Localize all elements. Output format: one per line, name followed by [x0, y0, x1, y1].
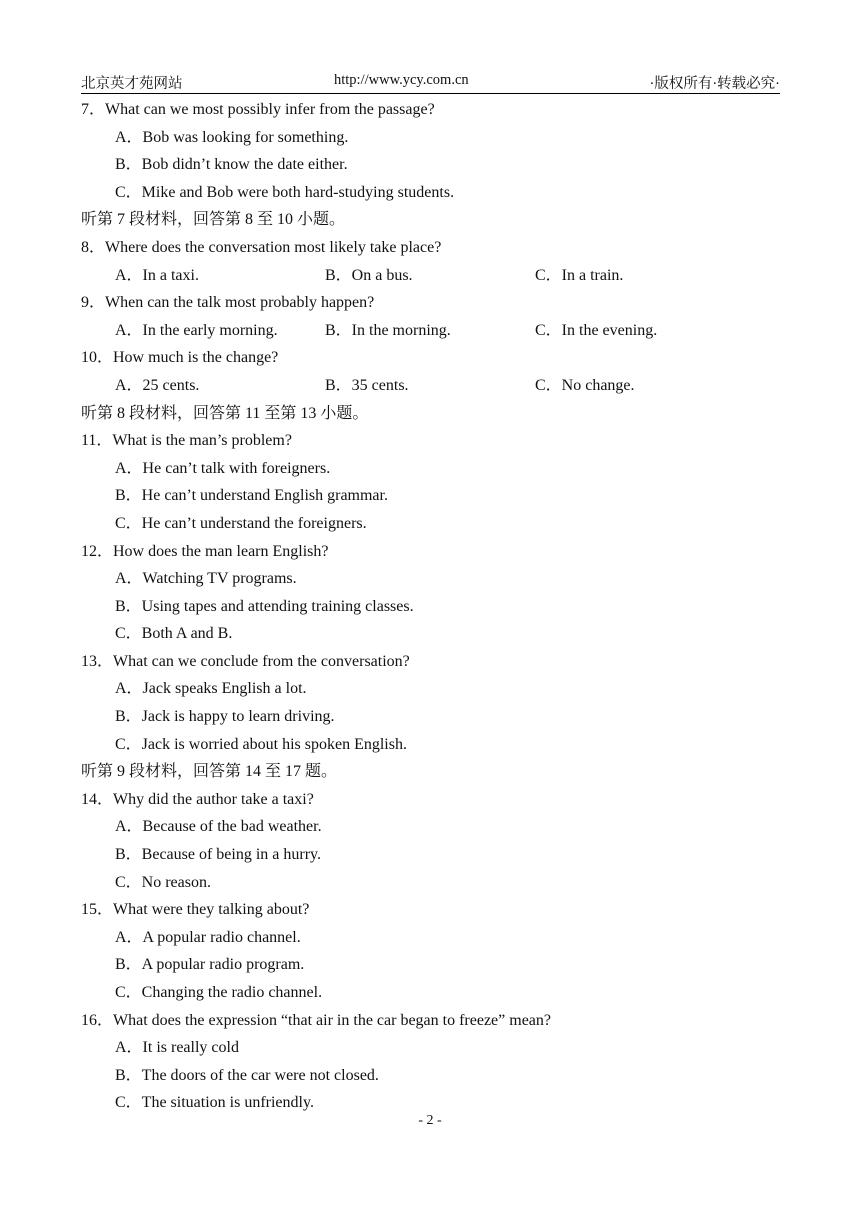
q10-option-c: C．No change.: [535, 376, 635, 394]
q7-option-a: A．Bob was looking for something.: [115, 128, 349, 146]
q7-option-b: B．Bob didn’t know the date either.: [115, 156, 348, 174]
q10-option-b: B．35 cents.: [325, 376, 409, 394]
q13-option-c: C．Jack is worried about his spoken English.: [115, 735, 407, 753]
q8-options: [81, 262, 781, 290]
question-16: 16．What does the expression “that air in the car began to freeze” mean?: [81, 1011, 552, 1029]
q13-option-a: A．Jack speaks English a lot.: [115, 680, 307, 698]
site-name: 北京英才苑网站: [81, 76, 183, 92]
q7-option-c: C．Mike and Bob were both hard-studying students.: [115, 183, 455, 201]
q12-option-b: B．Using tapes and attending training classes.: [115, 597, 414, 615]
exam-content: [81, 96, 781, 1117]
question-10: 10．How much is the change?: [81, 349, 279, 367]
q8-option-a: A．In a taxi.: [115, 266, 199, 284]
question-12: 12．How does the man learn English?: [81, 542, 329, 560]
section-heading-7: 听第 7 段材料，回答第 8 至 10 小题。: [81, 211, 346, 229]
q16-option-b: B．The doors of the car were not closed.: [115, 1066, 379, 1084]
page-number: - 2 -: [418, 1113, 442, 1128]
q13-option-b: B．Jack is happy to learn driving.: [115, 708, 335, 726]
q9-option-a: A．In the early morning.: [115, 321, 278, 339]
question-14: 14．Why did the author take a taxi?: [81, 790, 314, 808]
q15-option-a: A．A popular radio channel.: [115, 928, 301, 946]
q11-option-a: A．He can’t talk with foreigners.: [115, 459, 331, 477]
question-15: 15．What were they talking about?: [81, 901, 310, 919]
q9-options: [81, 317, 781, 345]
q11-option-c: C．He can’t understand the foreigners.: [115, 514, 367, 532]
question-13: 13．What can we conclude from the conversation?: [81, 652, 410, 670]
q10-option-a: A．25 cents.: [115, 376, 200, 394]
q8-option-b: B．On a bus.: [325, 266, 413, 284]
page-header: [81, 71, 780, 94]
q14-option-b: B．Because of being in a hurry.: [115, 846, 322, 864]
q14-option-c: C．No reason.: [115, 873, 211, 891]
q14-option-a: A．Because of the bad weather.: [115, 818, 322, 836]
q15-option-c: C．Changing the radio channel.: [115, 984, 323, 1001]
q16-option-c: C．The situation is unfriendly.: [115, 1094, 314, 1112]
question-8: 8．Where does the conversation most likely take place?: [81, 238, 442, 256]
question-9: 9．When can the talk most probably happen?: [81, 294, 375, 312]
q10-options: [81, 372, 781, 400]
q12-option-c: C．Both A and B.: [115, 625, 233, 643]
section-heading-9: 听第 9 段材料，回答第 14 至 17 题。: [81, 763, 338, 781]
q15-option-b: B．A popular radio program.: [115, 956, 305, 974]
question-11: 11．What is the man’s problem?: [81, 432, 292, 450]
section-heading-8: 听第 8 段材料，回答第 11 至第 13 小题。: [81, 404, 369, 422]
q16-option-a: A．It is really cold: [115, 1039, 239, 1057]
copyright-notice: ·版权所有·转载必究·: [649, 76, 780, 92]
q9-option-b: B．In the morning.: [325, 321, 451, 339]
q11-option-b: B．He can’t understand English grammar.: [115, 487, 388, 505]
question-7: 7．What can we most possibly infer from the passage?: [81, 101, 435, 118]
q9-option-c: C．In the evening.: [535, 321, 658, 339]
q12-option-a: A．Watching TV programs.: [115, 570, 297, 588]
q8-option-c: C．In a train.: [535, 266, 624, 284]
site-url: http://www.ycy.com.cn: [334, 72, 469, 88]
